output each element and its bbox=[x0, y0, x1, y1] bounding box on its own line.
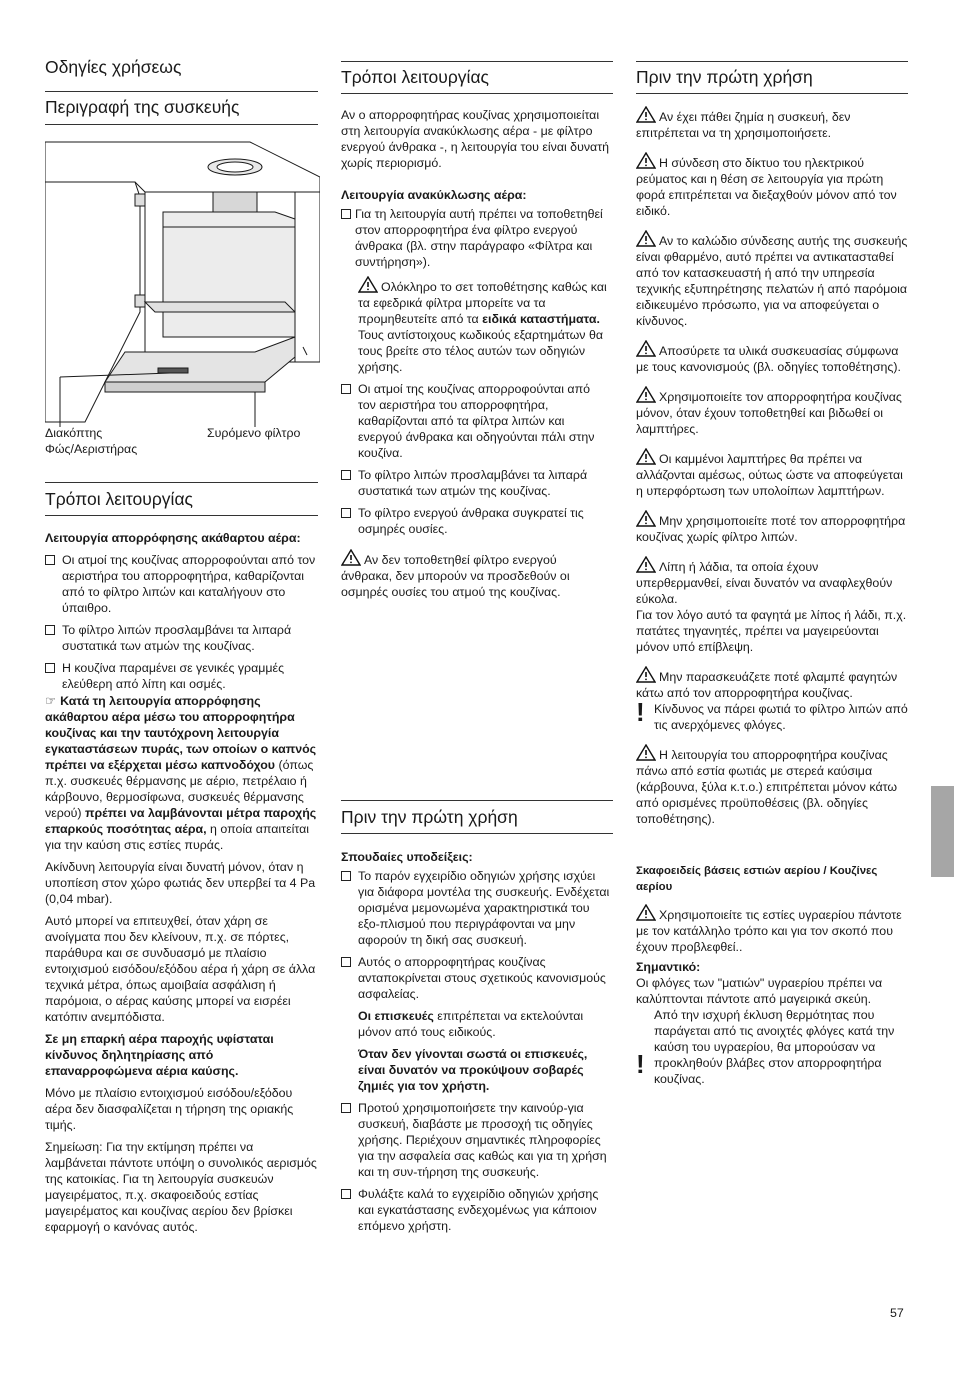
rule bbox=[341, 833, 613, 834]
checkbox-icon bbox=[341, 508, 351, 518]
col3-body bbox=[636, 106, 908, 1087]
subheading-exhaust: Λειτουργία απορρόφησης ακάθαρτου αέρα: bbox=[45, 531, 301, 545]
rule bbox=[636, 93, 908, 94]
caption-switch: Διακόπτης Φώς/Αεριστήρας bbox=[45, 426, 138, 456]
warning-icon bbox=[636, 666, 656, 683]
section-title-before-use-2: Πριν την πρώτη χρήση bbox=[636, 67, 813, 87]
warning-paragraph: Αν δεν τοποθετηθεί φίλτρο ενεργού άνθρακα, δεν μπορούν να προσδεθούν οι οσμηρές ουσίες του ατμού της κουζίνας. bbox=[341, 549, 611, 600]
list-item: Φυλάξτε καλά το εγχειρίδιο οδηγιών χρήσης και εγκατάστασης ενδεχομένως για κάποιον επόμενο χρήστη. bbox=[341, 1186, 611, 1234]
checkbox-icon bbox=[341, 209, 351, 219]
warning-paragraph: Οι καμμένοι λαμπτήρες θα πρέπει να αλλάζονται αμέσως, ούτως ώστε να αποφεύγεται η υπερφόρτωση των υπολοίπων λαμπτήρων. bbox=[636, 448, 908, 499]
warning-paragraph: Αν το καλώδιο σύνδεσης αυτής της συσκευής είναι φθαρμένο, αυτό πρέπει να αντικατασταθεί από τον κατασκευαστή ή από την υπηρεσία τεχνικής εξυπηρέτησης πελατών ή από παρόμοια ειδικευμένο πρόσωπο, για να αποφεύγεται ο κίνδυνος. bbox=[636, 230, 908, 329]
rule bbox=[341, 800, 613, 801]
paragraph: Οι επισκευές επιτρέπεται να εκτελούνται μόνον από τους ειδικούς. bbox=[358, 1009, 584, 1039]
rule bbox=[341, 93, 613, 94]
list-item: Το παρόν εγχειρίδιο οδηγιών χρήσης ισχύει για διάφορα μοντέλα της συσκευής. Ενδέχεται ορισμένα μεμονωμένα χαρακτηριστικά του εξο-πλισμού που περιγράφονται να μην αφορούν τη δική σας συσκευή. bbox=[341, 868, 611, 948]
warning-icon bbox=[636, 510, 656, 527]
paragraph-warning: Σε μη επαρκή αέρα παροχής υφίσταται κίνδυνος δηλητηρίασης από επαναρροφώμενα αέρια καύσης. bbox=[45, 1032, 274, 1078]
subheading-important: Σπουδαίες υποδείξεις: bbox=[341, 850, 473, 864]
paragraph: Μόνο με πλαίσιο εντοιχισμού εισόδου/εξόδου αέρα δεν διασφαλίζεται η τήρηση της οριακής τιμής. bbox=[45, 1086, 294, 1132]
checkbox-icon bbox=[341, 1103, 351, 1113]
rule bbox=[45, 482, 318, 483]
warning-paragraph: Αποσύρετε τα υλικά συσκευασίας σύμφωνα με τους κανονισμούς (βλ. οδηγίες τοποθέτησης). bbox=[636, 340, 908, 375]
warning-icon bbox=[358, 276, 378, 293]
warning-paragraph: Λίπη ή λάδια, τα οποία έχουν υπερθερμανθεί, είναι δυνατόν να αναφλεχθούν εύκολα. Για τον λόγο αυτό τα φαγητά με λίπος ή λάδι, π.χ. πατάτες τηγανητές, πρέπει να μαγειρεύονται μόνον υπό επίβλεψη. bbox=[636, 556, 908, 655]
note-paragraph: ☞ Κατά τη λειτουργία απορρόφησης ακάθαρτου αέρα μέσω του απορροφητήρα κουζίνας και την ταυτόχρονη λειτουργία εγκαταστάσεων πυράς, των οποίων ο καπνός πρέπει να εξέρχεται μέσω καπνοδόχου (όπως π.χ. συσκευές θέρμανσης με αέριο, πετρέλαιο ή κάρβουνο, θερμοσίφωνα, συσκευές θέρμανσης νερού) πρέπει να λαμβάνονται μέτρα παροχής επαρκούς ποσότητας αέρα, η οποία απαιτείται για την καύση στις εστίες πυράς. bbox=[45, 694, 317, 852]
warning-paragraph: Χρησιμοποιείτε τον απορροφητήρα κουζίνας μόνον, όταν έχουν τοποθετηθεί και βιδωθεί οι λαμπτήρες. bbox=[636, 386, 908, 437]
warning-block: Ολόκληρο το σετ τοποθέτησης καθώς και τα εφεδρικά φίλτρα μπορείτε να τα προμηθευτείτε από τα ειδικά καταστήματα. Τους αντίστοιχους κωδικούς εξαρτημάτων θα τους βρείτε στο τέλος αυτών των οδηγιών χρήσης. bbox=[341, 276, 611, 375]
paragraph: Οι φλόγες των "ματιών" υγραερίου πρέπει να καλύπτονται πάντοτε από μαγειρικά σκεύη. bbox=[636, 976, 883, 1006]
checkbox-icon bbox=[341, 470, 351, 480]
rule bbox=[341, 61, 613, 62]
checkbox-icon bbox=[341, 957, 351, 967]
warning-icon bbox=[636, 152, 656, 169]
list-item: Αυτός ο απορροφητήρας κουζίνας ανταποκρίνεται στους σχετικούς κανονισμούς ασφαλείας. bbox=[341, 954, 611, 1002]
warning-icon bbox=[636, 556, 656, 573]
list-item: Οι ατμοί της κουζίνας απορροφούνται από τον αεριστήρα του απορροφητήρα, καθαρίζονται από το φίλτρο λιπών και καταλήγουν στο ύπαιθρο. bbox=[45, 552, 317, 616]
subheading-gas: Σκαφοειδείς βάσεις εστιών αερίου / Κουζίνες αερίου bbox=[636, 865, 878, 893]
paragraph: Αν ο απορροφητήρας κουζίνας χρησιμοποιείται στη λειτουργία ανακύκλωσης αέρα - με φίλτρο ενεργού άνθρακα -, η λειτουργία του είναι δυνατή χωρίς περιορισμό. bbox=[341, 108, 609, 170]
col1-body bbox=[45, 530, 317, 1241]
rule bbox=[45, 124, 318, 125]
rule bbox=[636, 61, 908, 62]
list-item: Το φίλτρο λιπών προσλαμβάνει τα λιπαρά συστατικά των ατμών της κουζίνας. bbox=[341, 467, 611, 499]
section-title-description: Περιγραφή της συσκευής bbox=[45, 97, 240, 117]
checkbox-icon bbox=[341, 871, 351, 881]
warning-paragraph: Χρησιμοποιείτε τις εστίες υγραερίου πάντοτε με τον κατάλληλο τρόπο και για τον σκοπό που έχουν προβλεφθεί.. bbox=[636, 904, 908, 955]
warning-icon bbox=[636, 340, 656, 357]
list-item: Οι ατμοί της κουζίνας απορροφούνται από τον αεριστήρα του απορροφητήρα, καθαρίζονται από τα φίλτρα λιπών και ενεργού άνθρακα και οδηγούνται πάλι στην κουζίνα. bbox=[341, 381, 611, 461]
warning-icon bbox=[636, 386, 656, 403]
warning-paragraph: Μην παρασκευάζετε ποτέ φλαμπέ φαγητών κάτω από τον απορροφητήρα κουζίνας. bbox=[636, 666, 908, 701]
label-important: Σημαντικό: bbox=[636, 960, 701, 974]
warning-icon bbox=[636, 448, 656, 465]
paragraph-warning: Όταν δεν γίνονται σωστά οι επισκευές, είναι δυνατόν να προκύψουν σοβαρές ζημιές για τον χρήστη. bbox=[358, 1047, 588, 1093]
warning-icon bbox=[636, 744, 656, 761]
checkbox-icon bbox=[45, 625, 55, 635]
exclamation-icon: ! bbox=[636, 697, 645, 727]
warning-paragraph: Η σύνδεση στο δίκτυο του ηλεκτρικού ρεύματος και η θέση σε λειτουργία για πρώτη φορά επιτρέπεται να διεξαχθούν μόνον από τον ειδικό. bbox=[636, 152, 908, 219]
hood-illustration bbox=[45, 137, 320, 427]
col2-body-top bbox=[341, 107, 611, 606]
caption-filter: Συρόμενο φίλτρο bbox=[207, 426, 301, 440]
page-number: 57 bbox=[890, 1306, 904, 1320]
rule bbox=[45, 515, 318, 516]
list-item: Προτού χρησιμοποιήσετε την καινούρ-για συσκευή, διαβάστε με προσοχή τις οδηγίες χρήσης. Περιέχουν σημαντικές πληροφορίες για την ασφαλεία σας καθώς και για τη χρήση και τη συν-τήρηση της συσκευής. bbox=[341, 1100, 611, 1180]
warning-paragraph: Μην χρησιμοποιείτε ποτέ τον απορροφητήρα κουζίνας χωρίς φίλτρο λιπών. bbox=[636, 510, 908, 545]
warning-paragraph: Η λειτουργία του απορροφητήρα κουζίνας πάνω από εστία φωτιάς με στερεά καύσιμα (κάρβουνα, ξύλα κ.τ.ο.) επιτρέπεται μόνον κάτω από ορισμένες προϋποθέσεις (βλ. οδηγίες τοποθέτησης). bbox=[636, 744, 908, 827]
section-tab-marker bbox=[931, 786, 954, 877]
section-title-modes: Τρόποι λειτουργίας bbox=[45, 489, 193, 509]
warning-paragraph: Αν έχει πάθει ζημία η συσκευή, δεν επιτρέπεται να τη χρησιμοποιήσετε. bbox=[636, 106, 908, 141]
warning-icon bbox=[341, 549, 361, 566]
section-title-modes-2: Τρόποι λειτουργίας bbox=[341, 67, 489, 87]
pointing-hand-icon: ☞ bbox=[45, 694, 57, 708]
list-item: Για τη λειτουργία αυτή πρέπει να τοποθετηθεί στον απορροφητήρα ένα φίλτρο ενεργού άνθρακα (βλ. στην παράγραφο «Φίλτρα και συντήρηση»). bbox=[341, 206, 611, 270]
checkbox-icon bbox=[45, 555, 55, 565]
subheading-recirc: Λειτουργία ανακύκλωσης αέρα: bbox=[341, 188, 527, 202]
col2-body-bottom bbox=[341, 849, 611, 1240]
checkbox-icon bbox=[341, 384, 351, 394]
list-item: Το φίλτρο λιπών προσλαμβάνει τα λιπαρά συστατικά των ατμών της κουζίνας. bbox=[45, 622, 317, 654]
exclamation-icon: ! bbox=[636, 1049, 645, 1079]
page-title: Οδηγίες χρήσεως bbox=[45, 57, 182, 77]
danger-note: ! Από την ισχυρή έκλυση θερμότητας που παράγεται από τις ανοιχτές φλόγες κατά την καύση του υγραερίου, θα μπορούσαν να προκληθούν βλάβες στον απορροφητήρα κουζίνας. bbox=[636, 1008, 895, 1086]
paragraph: Αυτό μπορεί να επιτευχθεί, όταν χάρη σε ανοίγματα που δεν κλείνουν, π.χ. σε πόρτες, παράθυρα και σε συνδυασμό με πλαίσιο εντοιχισμού εισόδου/εξόδου αέρα ή χάρη σε άλλα τεχνικά μέτρα, όπως αμοιβαία ασφάλιση ή παρόμοια, ο αέρας καύσης μπορεί να εισρέει κατόπιν ανεμπόδιστα. bbox=[45, 914, 316, 1024]
checkbox-icon bbox=[45, 663, 55, 673]
section-title-before-use: Πριν την πρώτη χρήση bbox=[341, 807, 518, 827]
paragraph: Σημείωση: Για την εκτίμηση πρέπει να λαμβάνεται πάντοτε υπόψη ο συνολικός αερισμός της κατοικίας. Για τη λειτουργία συσκευών μαγειρέματος, π.χ. σκαφοειδούς εστίας μαγειρέματος και κουζίνας αερίου δεν βρίσκει εφαρμογή ο κανόνας αυτός. bbox=[45, 1140, 317, 1234]
checkbox-icon bbox=[341, 1189, 351, 1199]
warning-icon bbox=[636, 106, 656, 123]
list-item: Η κουζίνα παραμένει σε γενικές γραμμές ελεύθερη από λίπη και οσμές. bbox=[45, 660, 317, 692]
warning-icon bbox=[636, 230, 656, 247]
warning-icon bbox=[636, 904, 656, 921]
rule bbox=[45, 91, 318, 92]
list-item: Το φίλτρο ενεργού άνθρακα συγκρατεί τις οσμηρές ουσίες. bbox=[341, 505, 611, 537]
paragraph: Ακίνδυνη λειτουργία είναι δυνατή μόνον, όταν η υποπίεση στον χώρο φωτιάς δεν υπερβεί τα 4 Pa (0,04 mbar). bbox=[45, 860, 316, 906]
danger-note: ! Κίνδυνος να πάρει φωτιά το φίλτρο λιπών από τις ανερχόμενες φλόγες. bbox=[636, 697, 908, 732]
